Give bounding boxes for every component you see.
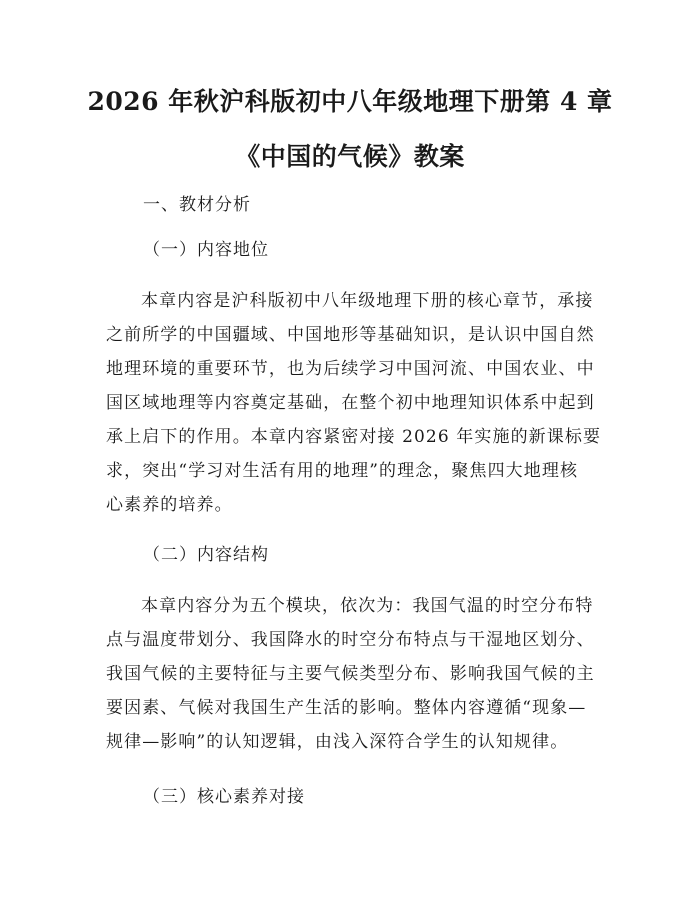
paragraph-content-position [106, 284, 602, 522]
paragraph-line: 心素养的培养。 [106, 495, 233, 515]
paragraph-content-structure [106, 589, 595, 759]
paragraph-line: 要因素、气候对我国生产生活的影响。整体内容遵循“现象— [106, 698, 587, 718]
subsection-heading-content-structure: （二）内容结构 [143, 545, 269, 565]
document-title-line-2: 《中国的气候》教案 [235, 142, 465, 171]
paragraph-line: 国区域地理等内容奠定基础，在整个初中地理知识体系中起到 [106, 393, 595, 413]
subsection-heading-core-literacy: （三）核心素养对接 [143, 787, 305, 807]
paragraph-line: 点与温度带划分、我国降水的时空分布特点与干湿地区划分、 [106, 630, 595, 650]
paragraph-line: 之前所学的中国疆域、中国地形等基础知识，是认识中国自然 [106, 325, 595, 345]
paragraph-line: 我国气候的主要特征与主要气候类型分布、影响我国气候的主 [106, 664, 595, 684]
paragraph-line: 本章内容是沪科版初中八年级地理下册的核心章节，承接 [141, 291, 594, 311]
document-title-line-1: 2026 年秋沪科版初中八年级地理下册第 4 章 [87, 87, 613, 116]
paragraph-line: 求，突出“学习对生活有用的地理”的理念，聚焦四大地理核 [106, 461, 579, 481]
subsection-heading-content-position: （一）内容地位 [143, 240, 269, 260]
section-heading-textbook-analysis: 一、教材分析 [143, 195, 251, 215]
paragraph-line: 本章内容分为五个模块，依次为：我国气温的时空分布特 [141, 596, 594, 616]
paragraph-line: 规律—影响”的认知逻辑，由浅入深符合学生的认知规律。 [106, 732, 569, 752]
paragraph-line: 地理环境的重要环节，也为后续学习中国河流、中国农业、中 [106, 359, 595, 379]
paragraph-line: 承上启下的作用。本章内容紧密对接 2026 年实施的新课标要 [106, 427, 602, 447]
